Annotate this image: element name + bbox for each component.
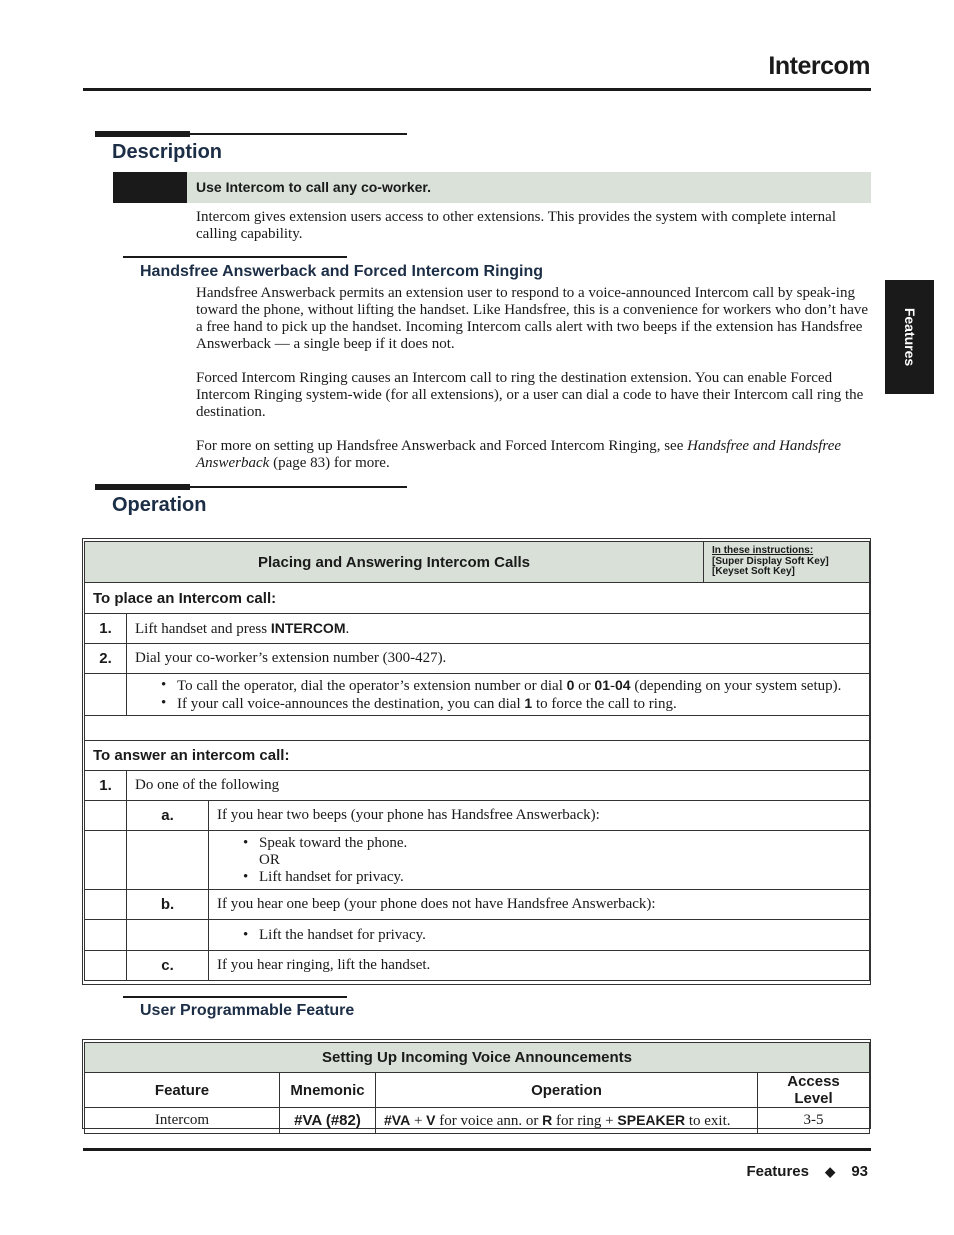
access-level-cell: 3-5	[758, 1108, 870, 1134]
upf-table	[84, 1042, 870, 1134]
mnemonic-cell: #VA (#82)	[280, 1108, 376, 1134]
table-row	[85, 644, 870, 674]
handsfree-heading: Handsfree Answerback and Forced Intercom Ringing	[140, 263, 544, 280]
subsection-line	[123, 256, 347, 258]
diamond-separator-icon: ◆	[825, 1164, 836, 1179]
forced-ringing-paragraph: Forced Intercom Ringing causes an Intercom call to ring the destination extension. You can enable Forced Intercom Ringing system-wide (for all extensions), or a user can dial a code to have their Intercom call ring the destination.	[196, 370, 864, 420]
option-b-list	[239, 927, 861, 944]
table-row	[85, 674, 870, 716]
handsfree-paragraph-1: Handsfree Answerback permits an extension user to respond to a voice-announced Intercom call by speak-ing toward the phone, without lifting the handset. Like Handsfree, this is a convenience for workers who don’t have a free hand to pick up the handset. Incoming Intercom calls alert with two beeps if the extension has Handsfree Answerback — a single beep if it does not.	[196, 285, 869, 352]
description-heading: Description	[112, 141, 223, 163]
summary-text: Use Intercom to call any co-worker.	[196, 179, 431, 195]
column-header-mnemonic: Mnemonic	[280, 1073, 376, 1108]
step-text: Do one of the following	[127, 771, 870, 801]
section-bar	[95, 484, 190, 490]
footer-section: Features	[746, 1163, 809, 1180]
table-row	[85, 951, 870, 981]
column-header-feature: Feature	[85, 1073, 280, 1108]
page-footer	[746, 1163, 868, 1180]
option-letter: c.	[127, 951, 209, 981]
intro-paragraph: Intercom gives extension users access to other extensions. This provides the system with complete internal calling capability.	[196, 209, 836, 242]
legend-super-display: [Super Display Soft Key]	[712, 555, 829, 567]
operation-table	[84, 541, 870, 981]
header-rule	[83, 88, 871, 91]
upf-table-title: Setting Up Incoming Voice Announcements	[85, 1043, 870, 1073]
table-column-headers	[85, 1073, 870, 1108]
table-row	[85, 920, 870, 951]
chapter-title: Intercom	[768, 52, 870, 80]
operation-cell: #VA + V for voice ann. or R for ring + SPEAKER to exit.	[376, 1108, 758, 1134]
section-bar	[95, 131, 190, 137]
step-text: Dial your co-worker’s extension number (300-427).	[127, 644, 870, 674]
subsection-line	[123, 996, 347, 998]
list-item: • To call the operator, dial the operator’s extension number or dial 0 or 01-04 (depending on your system setup).	[177, 677, 861, 695]
list-item: • If your call voice-announces the destination, you can dial 1 to force the call to ring.	[177, 695, 861, 713]
table-row	[85, 614, 870, 644]
note-list	[157, 677, 861, 713]
operation-table-title: Placing and Answering Intercom Calls	[85, 542, 704, 583]
or-text: OR	[259, 851, 280, 868]
option-text: If you hear two beeps (your phone has Handsfree Answerback):	[209, 801, 870, 831]
table-header-row	[85, 1043, 870, 1073]
step-number: 1.	[85, 614, 127, 644]
table-row	[85, 890, 870, 920]
answer-call-heading: To answer an intercom call:	[85, 741, 870, 771]
cross-reference-link[interactable]: Handsfree and Handsfree Answerback	[196, 438, 842, 471]
option-a-details	[209, 831, 870, 890]
upf-heading: User Programmable Feature	[140, 1002, 355, 1019]
section-line	[190, 486, 407, 488]
footer-rule	[83, 1148, 871, 1151]
feature-cell: Intercom	[85, 1108, 280, 1134]
operation-heading: Operation	[112, 494, 207, 516]
option-letter: a.	[127, 801, 209, 831]
step-text: Lift handset and press INTERCOM.	[127, 614, 870, 644]
option-text: If you hear one beep (your phone does not have Handsfree Answerback):	[209, 890, 870, 920]
step-number: 1.	[85, 771, 127, 801]
legend-title: In these instructions:	[712, 545, 814, 557]
step-number: 2.	[85, 644, 127, 674]
table-row	[85, 831, 870, 890]
summary-box	[187, 172, 871, 203]
place-call-heading: To place an Intercom call:	[85, 583, 870, 614]
option-letter: b.	[127, 890, 209, 920]
list-item: • Lift handset for privacy.	[259, 869, 861, 886]
table-row	[85, 801, 870, 831]
table-row	[85, 583, 870, 614]
option-a-list	[239, 835, 861, 852]
column-header-access-level: Access Level	[758, 1073, 870, 1108]
table-row	[85, 741, 870, 771]
page-number: 93	[851, 1163, 868, 1180]
side-tab-label: Features	[901, 307, 918, 367]
column-header-operation: Operation	[376, 1073, 758, 1108]
table-row	[85, 1108, 870, 1134]
summary-marker	[113, 172, 187, 203]
key-name: INTERCOM	[270, 619, 346, 636]
cross-reference-paragraph: For more on setting up Handsfree Answerback and Forced Intercom Ringing, see Handsfree and Handsfree Answerback (page 83) for more.	[196, 438, 842, 471]
table-header-row	[85, 542, 870, 583]
table-row	[85, 771, 870, 801]
list-item: • Speak toward the phone.	[259, 835, 861, 852]
table-spacer-row	[85, 716, 870, 741]
option-a-list	[239, 869, 861, 886]
place-notes	[127, 674, 870, 716]
option-b-details	[209, 920, 870, 951]
legend-keyset: [Keyset Soft Key]	[712, 566, 795, 578]
section-line	[190, 133, 407, 135]
side-tab	[885, 280, 934, 394]
option-text: If you hear ringing, lift the handset.	[209, 951, 870, 981]
list-item: • Lift the handset for privacy.	[259, 927, 861, 944]
legend	[704, 542, 870, 583]
